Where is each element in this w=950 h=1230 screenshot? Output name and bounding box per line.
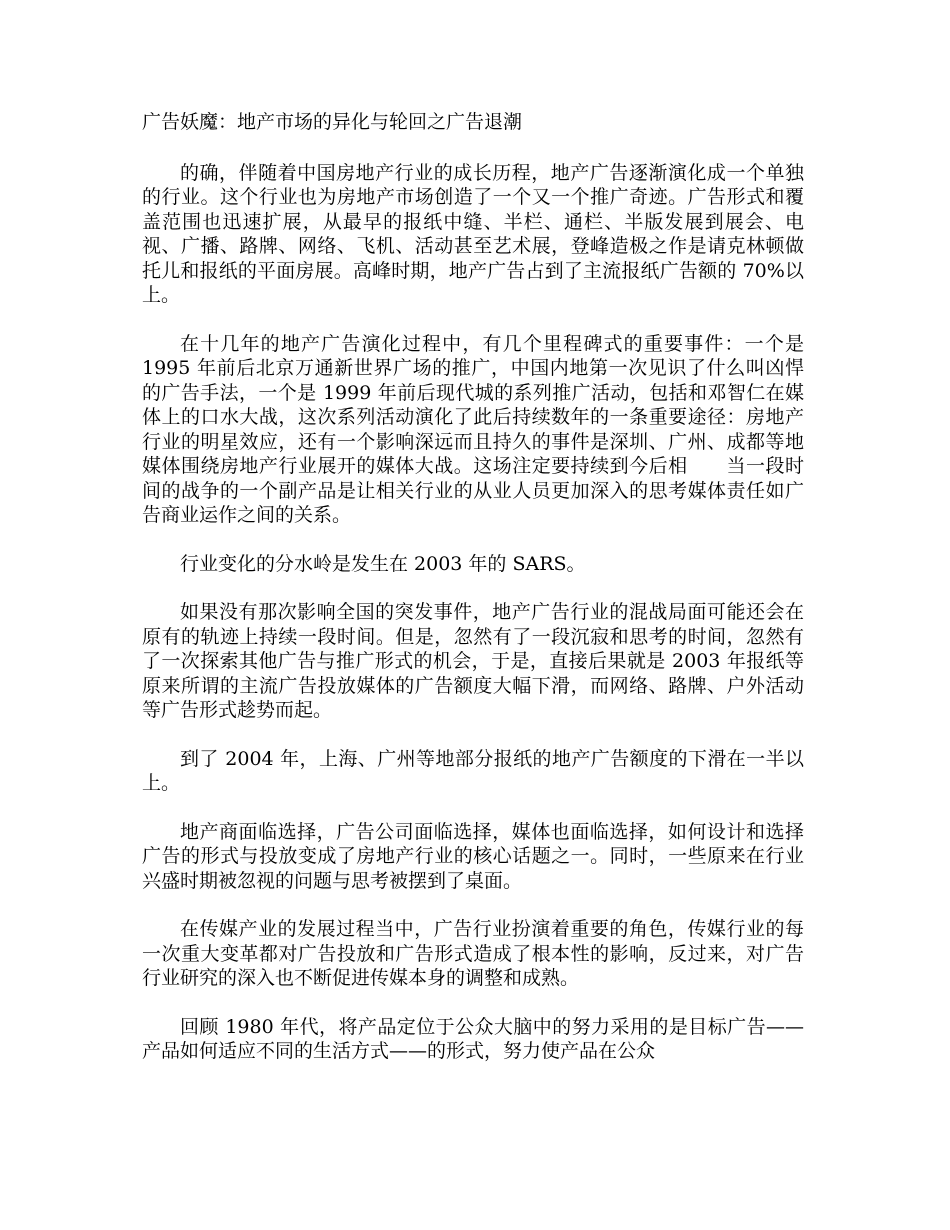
paragraph-3: 行业变化的分水岭是发生在 2003 年的 SARS。 [180, 552, 586, 575]
paragraph-7: 在传媒产业的发展过程当中，广告行业扮演着重要的角色，传媒行业的每一次重大变革都对广告投放和广告形式造成了根本性的影响，反过来，对广告行业研究的深入也不断促进传媒本身的调整和成熟。 [142, 918, 804, 989]
paragraph-5: 到了 2004 年，上海、广州等地部分报纸的地产广告额度的下滑在一半以上。 [142, 747, 804, 794]
paragraph-6: 地产商面临选择，广告公司面临选择，媒体也面临选择，如何设计和选择广告的形式与投放变成了房地产行业的核心话题之一。同时，一些原来在行业兴盛时期被忽视的问题与思考被摆到了桌面。 [142, 820, 804, 892]
paragraph-1: 的确，伴随着中国房地产行业的成长历程，地产广告逐渐演化成一个单独的行业。这个行业也为房地产市场创造了一个又一个推广奇迹。广告形式和覆盖范围也迅速扩展，从最早的报纸中缝、半栏、通栏、半版发展到展会、电视、广播、路牌、网络、飞机、活动甚至艺术展，登峰造极之作是请克林顿做托儿和报纸的平面房展。高峰时期，地产广告占到了主流报纸广告额的 70%以上。 [142, 161, 804, 306]
paragraph-8: 回顾 1980 年代，将产品定位于公众大脑中的努力采用的是目标广告——产品如何适应不同的生活方式——的形式，努力使产品在公众 [142, 1015, 804, 1062]
document-title: 广告妖魔：地产市场的异化与轮回之广告退潮 [142, 111, 523, 133]
document-body [142, 110, 804, 1088]
paragraph-2: 在十几年的地产广告演化过程中，有几个里程碑式的重要事件：一个是 1995 年前后北京万通新世界广场的推广，中国内地第一次见识了什么叫凶悍的广告手法，一个是 1999 年前后现代城的系列推广活动，包括和邓智仁在媒体上的口水大战，这次系列活动演化了此后持续数年的一条重要途径：房地产行业的明星效应，还有一个影响深远而且持久的事件是深圳、广州、成都等地媒体围绕房地产行业展开的媒体大战。这场注定要持续到今后相 当一段时间的战争的一个副产品是让相关行业的从业人员更加深入的思考媒体责任如广告商业运作之间的关系。 [142, 332, 804, 526]
paragraph-4: 如果没有那次影响全国的突发事件，地产广告行业的混战局面可能还会在原有的轨迹上持续一段时间。但是，忽然有了一段沉寂和思考的时间，忽然有了一次探索其他广告与推广形式的机会，于是，直接后果就是 2003 年报纸等原来所谓的主流广告投放媒体的广告额度大幅下滑，而网络、路牌、户外活动等广告形式趁势而起。 [142, 601, 804, 721]
